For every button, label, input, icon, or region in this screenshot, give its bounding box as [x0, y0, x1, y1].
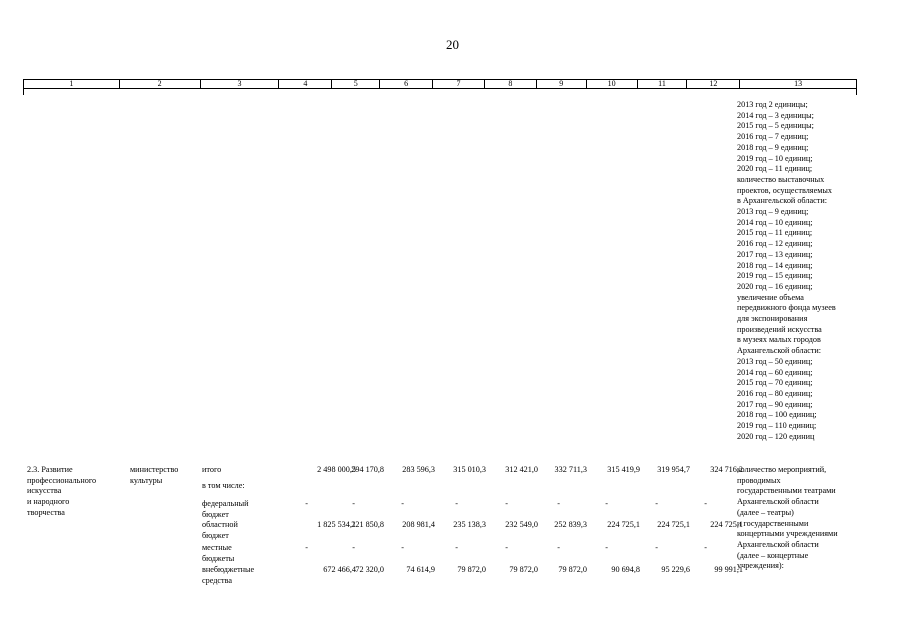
- indicator-line: 2016 год – 80 единиц;: [737, 388, 813, 398]
- cell-federal-col4: -: [305, 499, 308, 508]
- cell-local-col12: -: [704, 543, 707, 552]
- result-line: Архангельской области: [737, 497, 819, 507]
- executor-line: культуры: [130, 475, 163, 485]
- cell-total-col7: 315 010,3: [453, 465, 486, 474]
- cell-extrabudget-col5: 72 320,0: [355, 565, 384, 574]
- cell-local-col8: -: [505, 543, 508, 552]
- result-line: концертными учреждениями: [737, 529, 838, 539]
- header-col-6: 6: [380, 80, 433, 88]
- section-result-indicators: [737, 465, 877, 572]
- result-line: (далее – концертные: [737, 550, 809, 560]
- section-title-line: профессионального: [27, 475, 97, 485]
- continued-indicators-list: [737, 100, 867, 443]
- result-line: учреждения):: [737, 561, 784, 571]
- header-col-3: 3: [201, 80, 280, 88]
- indicator-line: в музеях малых городов: [737, 335, 821, 345]
- cell-regional-col4: 1 825 534,1: [317, 520, 356, 529]
- header-col-11: 11: [638, 80, 688, 88]
- cell-extrabudget-col12: 99 991,1: [714, 565, 743, 574]
- section-executor: [130, 465, 202, 486]
- cell-local-col5: -: [352, 543, 355, 552]
- indicator-line: 2014 год – 3 единицы;: [737, 110, 814, 120]
- cell-regional-col6: 208 981,4: [402, 520, 435, 529]
- cell-total-col11: 319 954,7: [657, 465, 690, 474]
- cell-regional-col8: 232 549,0: [505, 520, 538, 529]
- label-line: местные: [202, 543, 232, 552]
- header-col-1: 1: [24, 80, 120, 88]
- cell-federal-col10: -: [605, 499, 608, 508]
- indicator-line: 2020 год – 120 единиц: [737, 431, 815, 441]
- result-line: Архангельской области: [737, 539, 819, 549]
- table-right-edge: [856, 89, 857, 95]
- cell-local-col11: -: [655, 543, 658, 552]
- cell-extrabudget-col8: 79 872,0: [509, 565, 538, 574]
- header-col-5: 5: [332, 80, 380, 88]
- indicator-line: 2018 год – 100 единиц;: [737, 410, 817, 420]
- indicator-line: передвижного фонда музеев: [737, 303, 836, 313]
- header-col-7: 7: [433, 80, 485, 88]
- table-header-row: [23, 79, 857, 89]
- indicator-line: 2018 год – 14 единиц;: [737, 260, 813, 270]
- indicator-line: 2019 год – 10 единиц;: [737, 153, 813, 163]
- indicator-line: проектов, осуществляемых: [737, 185, 832, 195]
- cell-total-col10: 315 419,9: [607, 465, 640, 474]
- result-line: (далее – театры): [737, 507, 794, 517]
- result-line: количество мероприятий,: [737, 465, 827, 474]
- cell-federal-col6: -: [401, 499, 404, 508]
- cell-local-col4: -: [305, 543, 308, 552]
- executor-line: министерство: [130, 465, 179, 474]
- cell-regional-col9: 252 839,3: [554, 520, 587, 529]
- cell-local-col9: -: [557, 543, 560, 552]
- header-col-13: 13: [794, 79, 803, 88]
- section-title-line: 2.3. Развитие: [27, 465, 73, 474]
- cell-total-col9: 332 711,3: [554, 465, 587, 474]
- row-label-extrabudget: [202, 565, 254, 586]
- row-label-including: в том числе:: [202, 481, 245, 490]
- cell-federal-col5: -: [352, 499, 355, 508]
- indicator-line: в Архангельской области:: [737, 196, 827, 206]
- cell-extrabudget-col9: 79 872,0: [558, 565, 587, 574]
- result-line: и государственными: [737, 518, 809, 528]
- indicator-line: 2017 год – 13 единиц;: [737, 249, 813, 259]
- cell-total-col8: 312 421,0: [505, 465, 538, 474]
- header-col-8: 8: [485, 80, 537, 88]
- cell-federal-col11: -: [655, 499, 658, 508]
- cell-federal-col9: -: [557, 499, 560, 508]
- indicator-line: 2016 год – 12 единиц;: [737, 239, 813, 249]
- cell-local-col6: -: [401, 543, 404, 552]
- cell-total-col5: 294 170,8: [351, 465, 384, 474]
- section-title: [27, 465, 119, 519]
- header-col-10: 10: [587, 80, 638, 88]
- row-label-total: итого: [202, 465, 222, 474]
- indicator-line: произведений искусства: [737, 324, 822, 334]
- indicator-line: 2014 год – 60 единиц;: [737, 367, 813, 377]
- row-label-federal: [202, 499, 249, 520]
- section-title-line: искусства: [27, 486, 62, 496]
- cell-extrabudget-col11: 95 229,6: [661, 565, 690, 574]
- indicator-line: 2015 год – 5 единицы;: [737, 121, 814, 131]
- indicator-line: 2020 год – 11 единиц;: [737, 164, 813, 174]
- indicator-line: 2020 год – 16 единиц;: [737, 281, 813, 291]
- result-line: проводимых: [737, 475, 781, 485]
- indicator-line: 2013 год 2 единицы;: [737, 100, 808, 109]
- header-col-4: 4: [279, 80, 332, 88]
- cell-extrabudget-col6: 74 614,9: [406, 565, 435, 574]
- indicator-line: 2013 год – 50 единиц;: [737, 356, 813, 366]
- indicator-line: 2018 год – 9 единиц;: [737, 142, 809, 152]
- row-label-local: [202, 543, 234, 564]
- indicator-line: увеличение объема: [737, 292, 804, 302]
- cell-federal-col7: -: [455, 499, 458, 508]
- cell-federal-col8: -: [505, 499, 508, 508]
- indicator-line: 2015 год – 70 единиц;: [737, 378, 813, 388]
- label-line: средства: [202, 575, 233, 585]
- table-left-edge: [23, 89, 24, 95]
- label-line: бюджеты: [202, 553, 235, 563]
- row-label-regional: [202, 520, 238, 541]
- indicator-line: 2015 год – 11 единиц;: [737, 228, 813, 238]
- cell-extrabudget-col4: 672 466,4: [323, 565, 356, 574]
- cell-regional-col11: 224 725,1: [657, 520, 690, 529]
- indicator-line: 2017 год – 90 единиц;: [737, 399, 813, 409]
- section-title-line: и народного: [27, 497, 70, 507]
- cell-regional-col12: 224 725,1: [710, 520, 743, 529]
- label-line: бюджет: [202, 530, 229, 540]
- cell-regional-col7: 235 138,3: [453, 520, 486, 529]
- cell-regional-col5: 221 850,8: [351, 520, 384, 529]
- cell-extrabudget-col10: 90 694,8: [611, 565, 640, 574]
- label-line: областной: [202, 520, 238, 529]
- cell-federal-col12: -: [704, 499, 707, 508]
- indicator-line: 2016 год – 7 единиц;: [737, 132, 809, 142]
- section-title-line: творчества: [27, 507, 65, 517]
- result-line: государственными театрами: [737, 486, 836, 496]
- page-number: 20: [446, 37, 459, 52]
- label-line: федеральный: [202, 499, 249, 508]
- indicator-line: 2019 год – 110 единиц;: [737, 421, 817, 431]
- indicator-line: для экспонирования: [737, 314, 808, 324]
- cell-local-col10: -: [605, 543, 608, 552]
- indicator-line: Архангельской области:: [737, 346, 822, 356]
- cell-local-col7: -: [455, 543, 458, 552]
- label-line: внебюджетные: [202, 565, 255, 574]
- label-line: бюджет: [202, 509, 229, 519]
- cell-regional-col10: 224 725,1: [607, 520, 640, 529]
- indicator-line: 2013 год – 9 единиц;: [737, 207, 809, 217]
- cell-total-col4: 2 498 000,5: [317, 465, 356, 474]
- indicator-line: 2019 год – 15 единиц;: [737, 271, 813, 281]
- header-col-9: 9: [537, 80, 587, 88]
- cell-total-col6: 283 596,3: [402, 465, 435, 474]
- cell-extrabudget-col7: 79 872,0: [457, 565, 486, 574]
- header-col-12: 12: [687, 80, 740, 88]
- indicator-line: количество выставочных: [737, 174, 825, 184]
- header-col-2: 2: [120, 80, 201, 88]
- indicator-line: 2014 год – 10 единиц;: [737, 217, 813, 227]
- cell-total-col12: 324 716,2: [710, 465, 743, 474]
